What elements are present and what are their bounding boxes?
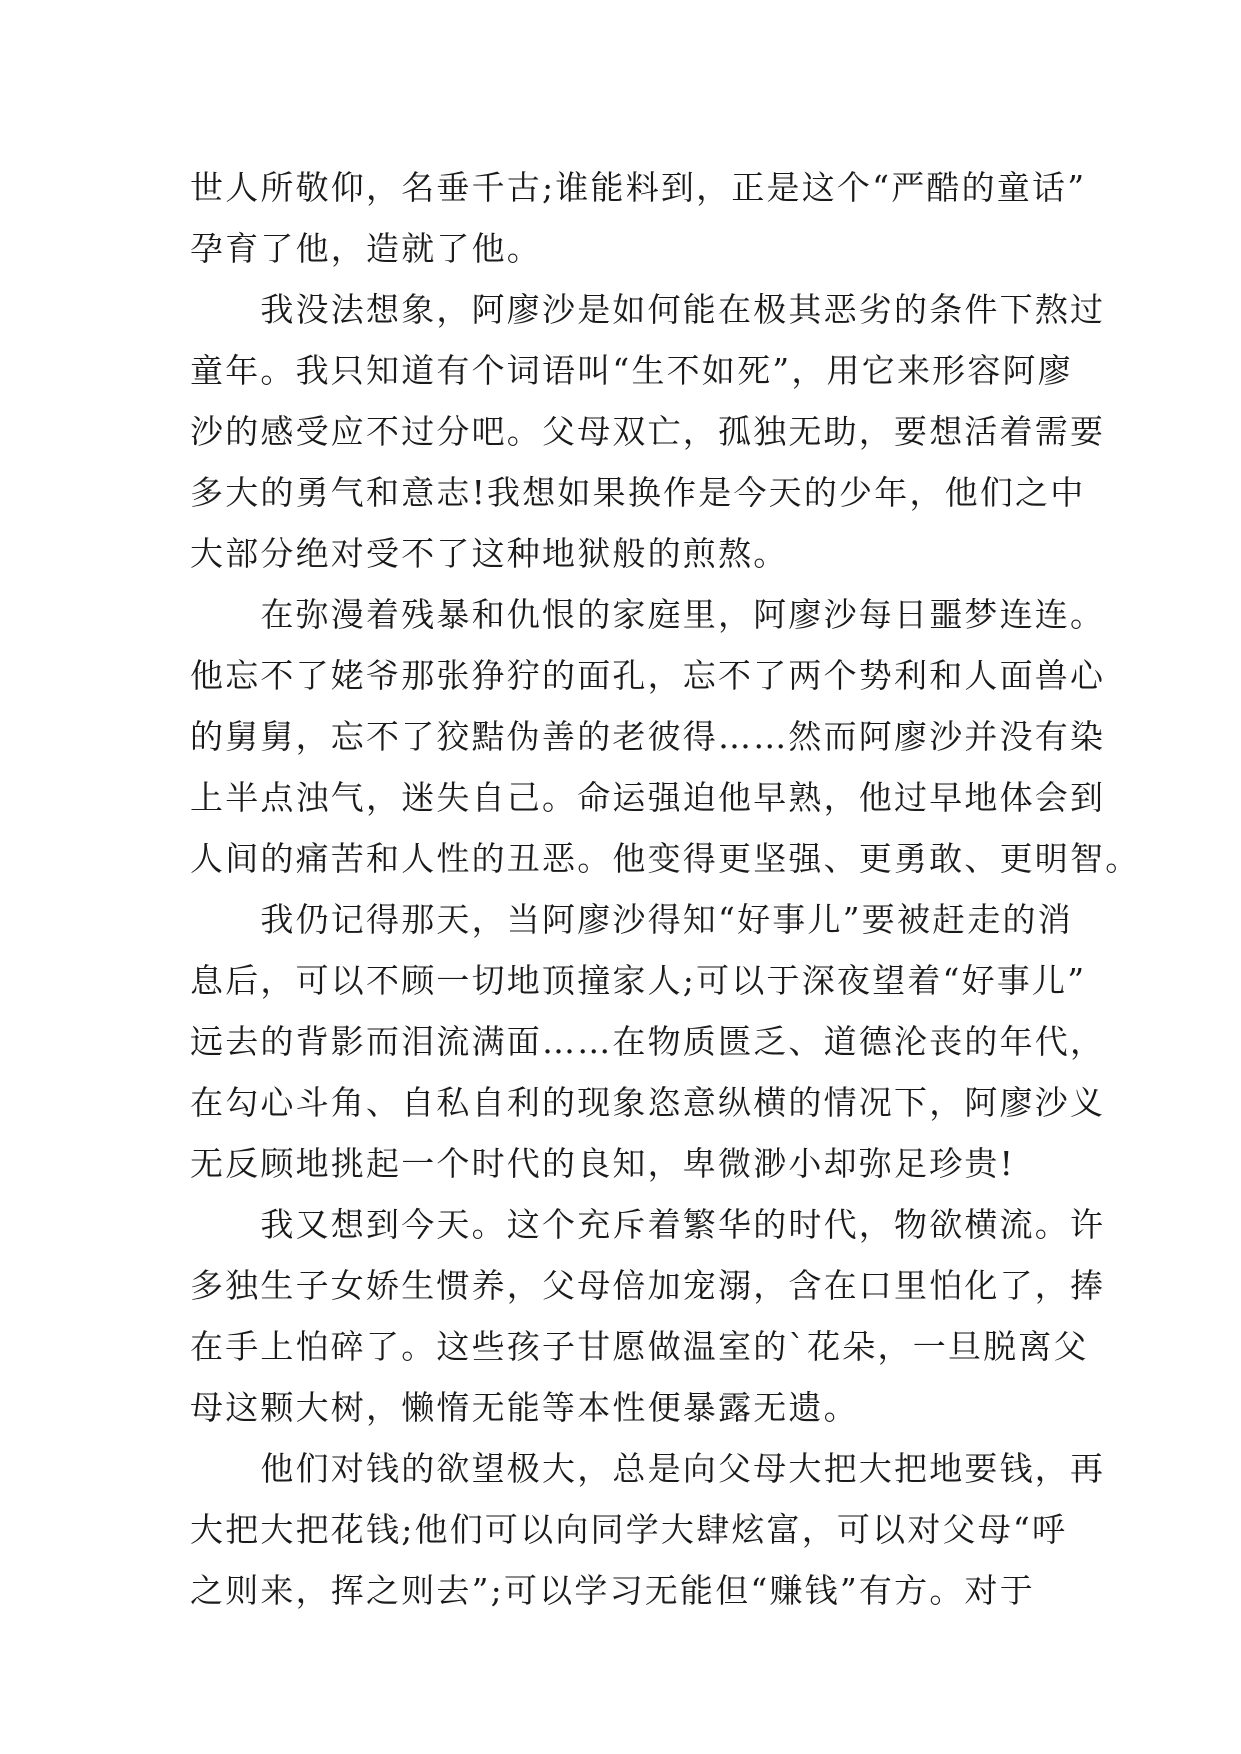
- text-line: 大部分绝对受不了这种地狱般的煎熬。: [190, 534, 789, 573]
- text-line: 远去的背影而泪流满面……在物质匮乏、道德沦丧的年代，: [190, 1022, 1106, 1061]
- text-line: 母这颗大树，懒惰无能等本性便暴露无遗。: [190, 1388, 859, 1427]
- text-line: 他忘不了姥爷那张狰狞的面孔，忘不了两个势利和人面兽心: [190, 656, 1106, 695]
- text-line: 无反顾地挑起一个时代的良知，卑微渺小却弥足珍贵!: [190, 1144, 1016, 1183]
- text-line: 多独生子女娇生惯养，父母倍加宠溺，含在口里怕化了，捧: [190, 1266, 1106, 1305]
- text-line: 在勾心斗角、自私自利的现象恣意纵横的情况下，阿廖沙义: [190, 1083, 1106, 1122]
- text-line: 息后，可以不顾一切地顶撞家人;可以于深夜望着“好事儿”: [190, 961, 1087, 1000]
- text-line: 我没法想象，阿廖沙是如何能在极其恶劣的条件下熬过: [190, 290, 1106, 329]
- text-line: 大把大把花钱;他们可以向同学大肆炫富，可以对父母“呼: [190, 1510, 1068, 1549]
- text-line: 世人所敬仰，名垂千古;谁能料到，正是这个“严酷的童话”: [190, 168, 1087, 207]
- text-line: 我又想到今天。这个充斥着繁华的时代，物欲横流。许: [190, 1205, 1106, 1244]
- text-line: 童年。我只知道有个词语叫“生不如死”，用它来形容阿廖: [190, 351, 1073, 390]
- text-line: 他们对钱的欲望极大，总是向父母大把大把地要钱，再: [190, 1449, 1106, 1488]
- text-line: 多大的勇气和意志!我想如果换作是今天的少年，他们之中: [190, 473, 1086, 512]
- text-line: 沙的感受应不过分吧。父母双亡，孤独无助，要想活着需要: [190, 412, 1106, 451]
- text-line: 在手上怕碎了。这些孩子甘愿做温室的`花朵，一旦脱离父: [190, 1327, 1089, 1366]
- text-line: 人间的痛苦和人性的丑恶。他变得更坚强、更勇敢、更明智。: [190, 839, 1141, 878]
- text-line: 我仍记得那天，当阿廖沙得知“好事儿”要被赶走的消: [190, 900, 1073, 939]
- text-line: 之则来，挥之则去”;可以学习无能但“赚钱”有方。对于: [190, 1571, 1035, 1610]
- text-line: 上半点浊气，迷失自己。命运强迫他早熟，他过早地体会到: [190, 778, 1106, 817]
- text-line: 的舅舅，忘不了狡黠伪善的老彼得……然而阿廖沙并没有染: [190, 717, 1106, 756]
- text-line: 孕育了他，造就了他。: [190, 229, 542, 268]
- body-text: [190, 157, 1141, 1621]
- text-line: 在弥漫着残暴和仇恨的家庭里，阿廖沙每日噩梦连连。: [190, 595, 1106, 634]
